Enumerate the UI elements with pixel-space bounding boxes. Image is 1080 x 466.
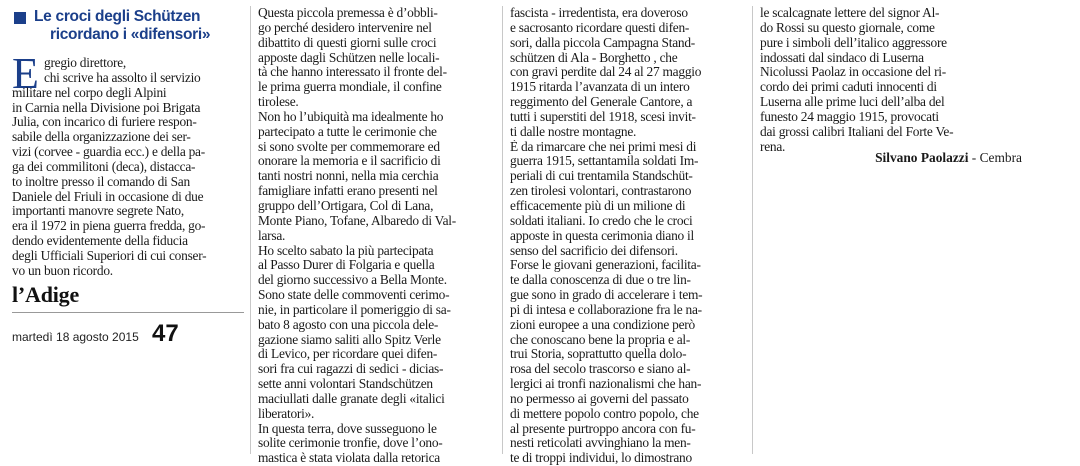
text-line: in Carnia nella Divisione poi Brigata <box>12 99 201 115</box>
text-line: militare nel corpo degli Alpini <box>12 84 167 100</box>
text-line: rosa del secolo trascorso e siano al- <box>510 362 691 377</box>
text-line: si sono svolte per commemorare ed <box>258 139 440 154</box>
text-line: sori fra cui ragazzi di sedici - dicias- <box>258 362 444 377</box>
text-line: te di troppi individui, lo dimostrano <box>510 451 692 466</box>
text-line: liberatori». <box>258 406 315 421</box>
column-1-text <box>12 56 244 279</box>
column-divider <box>250 6 251 454</box>
column-4-text <box>760 6 1022 154</box>
text-line: funesto 24 maggio 1915, provocati <box>760 109 939 124</box>
text-line: Non ho l’ubiquità ma idealmente ho <box>258 109 444 124</box>
issue-date: martedì 18 agosto 2015 <box>12 330 139 344</box>
text-line: tanti nostri nonni, nella mia cerchia <box>258 169 439 184</box>
column-3-text <box>510 6 748 466</box>
text-line: con gravi perdite dal 24 al 27 maggio <box>510 65 702 80</box>
article-headline <box>12 8 244 44</box>
letter-signature <box>760 150 1022 166</box>
text-line: zen tirolesi volontari, contrastarono <box>510 184 692 199</box>
text-line: bato 8 agosto con una piccola dele- <box>258 317 439 332</box>
text-line: soldati italiani. Io credo che le croci <box>510 213 693 228</box>
text-line: chi scrive ha assolto il servizio <box>44 69 201 85</box>
text-line: do Rossi su questo giornale, come <box>760 20 935 35</box>
text-line: sabile della organizzazione dei ser- <box>12 129 191 145</box>
headline-line-2: ricordano i «difensori» <box>50 26 211 43</box>
text-line: onorare la memoria e il sacrificio di <box>258 154 441 169</box>
masthead-divider <box>12 312 244 313</box>
text-line: 1915 ritarda l’avanzata di un intero <box>510 80 690 95</box>
text-line: efficacemente più di un milione di <box>510 198 686 213</box>
text-line: go perché desidero intervenire nel <box>258 20 432 35</box>
text-line: degli Ufficiali Superiori di cui conser- <box>12 247 207 263</box>
text-line: maciullati dalle granate degli «italici <box>258 391 445 406</box>
text-line: to inoltre presso il comando di San <box>12 173 190 189</box>
text-line: Luserna alle prime luci dell’alba del <box>760 95 945 110</box>
column-divider <box>502 6 503 454</box>
headline-square-icon <box>14 12 26 24</box>
column-2-text <box>258 6 490 466</box>
text-line: lergici ai tronfi nazionalismi che han- <box>510 377 702 392</box>
text-line: dendo evidentemente della fiducia <box>12 233 188 249</box>
text-line: pure i simboli dell’italico aggressore <box>760 35 947 50</box>
text-line: le prima guerra mondiale, il confine <box>258 80 442 95</box>
text-line: rena. <box>760 139 786 154</box>
text-line: sori, dalla piccola Campagna Stand- <box>510 35 695 50</box>
text-line: sette anni volontari Standschützen <box>258 377 433 392</box>
text-line: È da rimarcare che nei primi mesi di <box>510 139 697 154</box>
text-line: trui Storia, soprattutto quella dolo- <box>510 347 687 362</box>
text-line: ga dei commilitoni (deca), distacca- <box>12 158 196 174</box>
text-line: senso del sacrificio dei difensori. <box>510 243 678 258</box>
text-line: era il 1972 in piena guerra fredda, go- <box>12 218 206 234</box>
text-line: guerra 1915, settantamila soldati Im- <box>510 154 699 169</box>
author-name: Silvano Paolazzi <box>875 150 969 165</box>
text-line: tutti i superstiti del 1918, scesi invit- <box>510 109 696 124</box>
masthead-logo: l’Adige <box>12 282 80 307</box>
text-line: Forse le giovani generazioni, facilita- <box>510 258 701 273</box>
text-line: fascista - irredentista, era doveroso <box>510 6 688 20</box>
text-line: partecipato a tutte le cerimonie che <box>258 124 437 139</box>
text-line: gue sono in grado di accelerare i tem- <box>510 288 703 303</box>
text-line: Questa piccola premessa è d’obbli- <box>258 6 438 20</box>
text-line: solite cerimonie tronfie, dove l’ono- <box>258 436 443 451</box>
text-line: mastica è stata violata dalla retorica <box>258 451 440 466</box>
text-line: Ho scelto sabato la più partecipata <box>258 243 434 258</box>
text-line: reggimento del Generale Cantore, a <box>510 95 693 110</box>
text-line: del giorno successivo a Bella Monte. <box>258 273 447 288</box>
text-line: nesti reticolati avvinghiano la men- <box>510 436 691 451</box>
column-divider <box>752 6 753 454</box>
text-line: dai grossi calibri Italiani del Forte Ve- <box>760 124 954 139</box>
author-place: - Cembra <box>968 150 1022 165</box>
page-number: 47 <box>152 320 179 347</box>
text-line: gruppo dell’Ortigara, Col di Lana, <box>258 198 434 213</box>
text-line: pi di intesa e collaborazione fra le na- <box>510 302 702 317</box>
text-line: importanti manovre segrete Nato, <box>12 203 184 219</box>
text-line: apposte dagli Schützen nelle locali- <box>258 50 440 65</box>
text-line: no permesso ai governi del passato <box>510 391 689 406</box>
text-line: te dalla conoscenza di due o tre lin- <box>510 273 691 288</box>
text-line: di Levico, per ricordare quei difen- <box>258 347 438 362</box>
text-line: al presente purtroppo ancora con fu- <box>510 421 696 436</box>
text-line: che conoscano bene la propria e al- <box>510 332 691 347</box>
text-line: Daniele del Friuli in occasione di due <box>12 188 204 204</box>
text-line: periali di cui trentamila Standschüt- <box>510 169 693 184</box>
text-line: Julia, con incarico di furiere respon- <box>12 114 197 130</box>
text-line: vo un buon ricordo. <box>12 262 113 278</box>
text-line: apposte in questa cerimonia diano il <box>510 228 694 243</box>
text-line: Monte Piano, Tofane, Albaredo di Val- <box>258 213 456 228</box>
text-line: vizi (corvee - guardia ecc.) e della pa- <box>12 144 205 160</box>
text-line: gregio direttore, <box>44 55 127 70</box>
text-line: tirolese. <box>258 95 299 110</box>
text-line: famigliare infatti erano presenti nel <box>258 184 438 199</box>
text-line: gazione siamo saliti allo Spitz Verle <box>258 332 441 347</box>
text-line: dibattito di questi giorni sulle croci <box>258 35 437 50</box>
text-line: nie, in particolare il pomeriggio di sa- <box>258 302 451 317</box>
text-line: Sono state delle commoventi cerimo- <box>258 288 450 303</box>
text-line: le scalcagnate lettere del signor Al- <box>760 6 940 20</box>
text-line: al Passo Durer di Folgaria e quella <box>258 258 435 273</box>
text-line: cordo dei primi caduti innocenti di <box>760 80 937 95</box>
text-line: schützen di Ala - Borghetto , che <box>510 50 678 65</box>
text-line: indossati dal sindaco di Luserna <box>760 50 924 65</box>
drop-cap: E <box>12 49 39 98</box>
text-line: larsa. <box>258 228 286 243</box>
text-line: tà che hanno interessato il fronte del- <box>258 65 447 80</box>
text-line: zioni europee a una condizione però <box>510 317 695 332</box>
text-line: e sacrosanto ricordare questi difen- <box>510 20 690 35</box>
text-line: di mettere popolo contro popolo, che <box>510 406 699 421</box>
text-line: In questa terra, dove susseguono le <box>258 421 437 436</box>
headline-line-1: Le croci degli Schützen <box>34 8 201 25</box>
text-line: Nicolussi Paolaz in occasione del ri- <box>760 65 946 80</box>
text-line: ti dalle nostre montagne. <box>510 124 637 139</box>
